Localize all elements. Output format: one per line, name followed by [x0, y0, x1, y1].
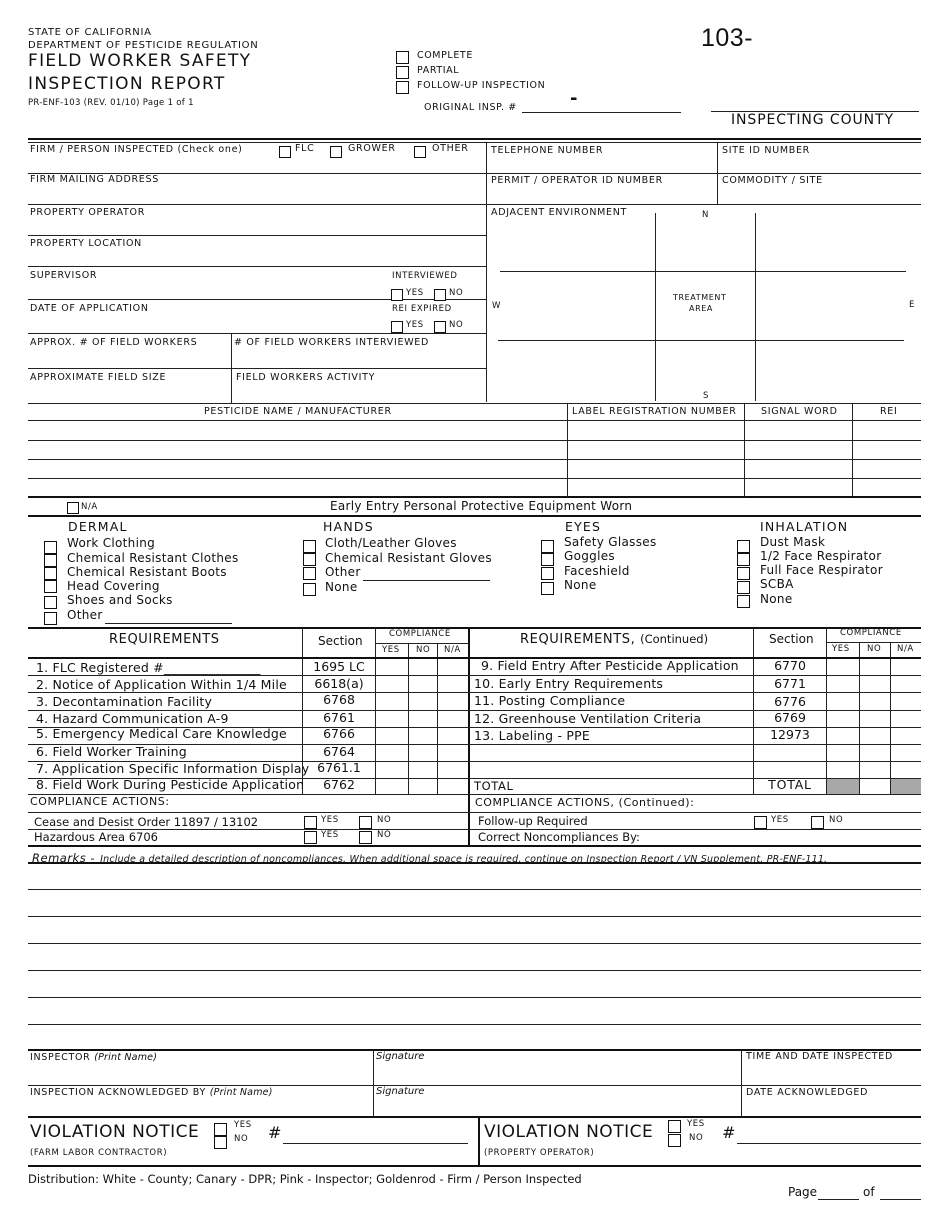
req-6-label: 6. Field Worker Training — [36, 744, 187, 759]
interviewed-no-checkbox[interactable] — [434, 289, 446, 301]
violation-notice-flc-title: VIOLATION NOTICE — [30, 1122, 200, 1142]
workers-interviewed-label: # OF FIELD WORKERS INTERVIEWED — [234, 337, 430, 348]
interviewed-label: INTERVIEWED — [392, 271, 458, 281]
followup-no-label: NO — [829, 815, 844, 825]
field-size-label: APPROXIMATE FIELD SIZE — [30, 372, 167, 383]
req-4-section: 6761 — [323, 710, 355, 725]
dermal-other-label: Other — [67, 608, 103, 622]
grower-label: GROWER — [348, 143, 396, 154]
violation-po-yes-label: YES — [687, 1119, 705, 1129]
time-date-inspected-label: TIME AND DATE INSPECTED — [746, 1051, 894, 1062]
hands-other-line[interactable] — [363, 580, 490, 581]
req-7-section: 6761.1 — [317, 760, 361, 775]
shoes-socks-label: Shoes and Socks — [67, 593, 173, 607]
compass-west: W — [492, 301, 502, 311]
compass-east: E — [909, 300, 915, 310]
compass-north: N — [702, 210, 709, 220]
hazardous-no-checkbox[interactable] — [359, 831, 372, 844]
half-face-respirator-checkbox[interactable] — [737, 553, 750, 566]
pesticide-rows-area[interactable] — [28, 421, 566, 496]
cloth-gloves-label: Cloth/Leather Gloves — [325, 536, 457, 550]
hazardous-yes-checkbox[interactable] — [304, 831, 317, 844]
req-7-label: 7. Application Specific Information Display — [36, 761, 310, 776]
acknowledged-signature-label: Signature — [376, 1086, 425, 1097]
permit-label: PERMIT / OPERATOR ID NUMBER — [491, 175, 663, 186]
commodity-label: COMMODITY / SITE — [722, 175, 823, 186]
form-id: PR-ENF-103 (REV. 01/10) Page 1 of 1 — [28, 98, 194, 108]
other-firm-label: OTHER — [432, 143, 469, 154]
compliance-actions-cont-title: COMPLIANCE ACTIONS, (Continued): — [475, 796, 695, 809]
hands-none-label: None — [325, 580, 358, 594]
farm-labor-contractor-label: (FARM LABOR CONTRACTOR) — [30, 1148, 168, 1158]
violation-flc-no-checkbox[interactable] — [214, 1136, 227, 1149]
inspecting-county-label: INSPECTING COUNTY — [731, 112, 894, 128]
followup-yes-label: YES — [771, 815, 789, 825]
dust-mask-label: Dust Mask — [760, 535, 826, 549]
property-operator-sub-label: (PROPERTY OPERATOR) — [484, 1148, 595, 1158]
cease-desist-no-label: NO — [377, 815, 392, 825]
head-covering-label: Head Covering — [67, 579, 160, 593]
mailing-address-label: FIRM MAILING ADDRESS — [30, 174, 159, 185]
req-3-section: 6768 — [323, 692, 355, 707]
req-9-label: 9. Field Entry After Pesticide Application — [481, 658, 739, 673]
partial-label: PARTIAL — [417, 65, 460, 76]
violation-flc-number-line[interactable] — [283, 1143, 468, 1144]
hands-other-label: Other — [325, 565, 361, 579]
section-heading-left: Section — [318, 634, 363, 648]
goggles-checkbox[interactable] — [541, 553, 554, 566]
violation-notice-po-title: VIOLATION NOTICE — [484, 1122, 654, 1142]
ppe-na-label: N/A — [81, 502, 98, 512]
compliance-na-right: N/A — [897, 644, 914, 654]
requirements-continued-heading: REQUIREMENTS, (Continued) — [520, 632, 709, 647]
rei-yes-label: YES — [406, 320, 424, 330]
acknowledged-by-label: INSPECTION ACKNOWLEDGED BY (Print Name) — [30, 1087, 273, 1098]
supervisor-label: SUPERVISOR — [30, 270, 98, 281]
compliance-no-right: NO — [867, 644, 882, 654]
treatment-area-line1: TREATMENT — [673, 293, 727, 302]
signal-word-header: SIGNAL WORD — [761, 406, 838, 417]
report-number: 103- — [701, 24, 754, 52]
req-3-label: 3. Decontamination Facility — [36, 694, 213, 709]
violation-po-no-label: NO — [689, 1133, 704, 1143]
hazardous-no-label: NO — [377, 830, 392, 840]
req-9-section: 6770 — [774, 658, 806, 673]
original-insp-line[interactable] — [522, 112, 681, 113]
interviewed-yes-checkbox[interactable] — [391, 289, 403, 301]
date-acknowledged-label: DATE ACKNOWLEDGED — [746, 1087, 869, 1098]
hazardous-area-label: Hazardous Area 6706 — [34, 830, 158, 844]
req-1-section: 1695 LC — [313, 659, 365, 674]
dust-mask-checkbox[interactable] — [737, 540, 750, 553]
page-of-label: of — [863, 1185, 875, 1199]
req-10-section: 6771 — [774, 676, 806, 691]
property-location-label: PROPERTY LOCATION — [30, 238, 142, 249]
followup-required-label: Follow-up Required — [478, 814, 588, 828]
rei-expired-label: REI EXPIRED — [392, 304, 452, 314]
violation-po-yes-checkbox[interactable] — [668, 1120, 681, 1133]
violation-po-number-line[interactable] — [737, 1143, 921, 1144]
total-label: TOTAL — [474, 779, 514, 793]
inhalation-none-label: None — [760, 592, 793, 606]
partial-checkbox[interactable] — [396, 66, 409, 79]
date-of-application-label: DATE OF APPLICATION — [30, 303, 149, 314]
original-insp-dash: - — [570, 88, 578, 109]
req-12-label: 12. Greenhouse Ventilation Criteria — [474, 711, 702, 726]
scba-checkbox[interactable] — [737, 581, 750, 594]
adjacent-env-label: ADJACENT ENVIRONMENT — [491, 207, 628, 218]
rei-no-checkbox[interactable] — [434, 321, 446, 333]
flc-checkbox[interactable] — [279, 146, 291, 158]
property-operator-label: PROPERTY OPERATOR — [30, 207, 146, 218]
dermal-other-checkbox[interactable] — [44, 612, 57, 625]
total-section-label: TOTAL — [768, 777, 812, 792]
hands-heading: HANDS — [323, 519, 374, 534]
hands-none-checkbox[interactable] — [303, 583, 316, 596]
dermal-heading: DERMAL — [68, 519, 128, 534]
complete-checkbox[interactable] — [396, 51, 409, 64]
dermal-other-line[interactable] — [105, 623, 232, 624]
remarks-area[interactable] — [28, 863, 921, 1048]
faceshield-checkbox[interactable] — [541, 567, 554, 580]
req-2-label: 2. Notice of Application Within 1/4 Mile — [36, 677, 287, 692]
chemical-resistant-boots-label: Chemical Resistant Boots — [67, 565, 227, 579]
compliance-heading-left: COMPLIANCE — [389, 629, 451, 639]
department-label: DEPARTMENT OF PESTICIDE REGULATION — [28, 40, 259, 51]
cease-desist-yes-checkbox[interactable] — [304, 816, 317, 829]
scba-label: SCBA — [760, 577, 794, 591]
req-4-label: 4. Hazard Communication A-9 — [36, 711, 229, 726]
req-10-label: 10. Early Entry Requirements — [474, 676, 664, 691]
req-13-section: 12973 — [770, 727, 810, 742]
ppe-title: Early Entry Personal Protective Equipment Worn — [330, 499, 633, 513]
label-registration-header: LABEL REGISTRATION NUMBER — [572, 406, 737, 417]
treatment-area-line2: AREA — [689, 304, 713, 313]
total-yes-shaded — [827, 779, 859, 794]
requirements-heading: REQUIREMENTS — [109, 632, 220, 647]
req-11-section: 6776 — [774, 694, 806, 709]
compliance-yes-left: YES — [382, 645, 400, 655]
cease-desist-label: Cease and Desist Order 11897 / 13102 — [34, 815, 259, 829]
shoes-socks-checkbox[interactable] — [44, 596, 57, 609]
grower-checkbox[interactable] — [330, 146, 342, 158]
chemical-resistant-boots-checkbox[interactable] — [44, 567, 57, 580]
eyes-heading: EYES — [565, 519, 602, 534]
inhalation-none-checkbox[interactable] — [737, 595, 750, 608]
followup-yes-checkbox[interactable] — [754, 816, 767, 829]
approx-workers-label: APPROX. # OF FIELD WORKERS — [30, 337, 198, 348]
head-covering-checkbox[interactable] — [44, 580, 57, 593]
compliance-actions-title: COMPLIANCE ACTIONS: — [30, 795, 170, 808]
pesticide-name-header: PESTICIDE NAME / MANUFACTURER — [204, 406, 392, 417]
chemical-resistant-clothes-label: Chemical Resistant Clothes — [67, 551, 239, 565]
compliance-yes-right: YES — [832, 644, 850, 654]
followup-checkbox[interactable] — [396, 81, 409, 94]
req-5-section: 6766 — [323, 726, 355, 741]
goggles-label: Goggles — [564, 549, 615, 563]
rei-header: REI — [880, 406, 898, 417]
cease-desist-yes-label: YES — [321, 815, 339, 825]
req-13-label: 13. Labeling - PPE — [474, 728, 590, 743]
hands-other-checkbox[interactable] — [303, 567, 316, 580]
inspector-label: INSPECTOR (Print Name) — [30, 1052, 158, 1063]
cease-desist-no-checkbox[interactable] — [359, 816, 372, 829]
followup-label: FOLLOW-UP INSPECTION — [417, 80, 546, 91]
req-5-label: 5. Emergency Medical Care Knowledge — [36, 726, 287, 741]
full-face-respirator-label: Full Face Respirator — [760, 563, 883, 577]
req-1-label: 1. FLC Registered #_______________ — [36, 660, 261, 675]
work-clothing-checkbox[interactable] — [44, 541, 57, 554]
compliance-heading-right: COMPLIANCE — [840, 628, 902, 638]
compliance-no-left: NO — [416, 645, 431, 655]
correct-by-label: Correct Noncompliances By: — [478, 830, 640, 844]
rei-no-label: NO — [449, 320, 464, 330]
cloth-gloves-checkbox[interactable] — [303, 540, 316, 553]
violation-flc-no-label: NO — [234, 1134, 249, 1144]
req-8-section: 6762 — [323, 777, 355, 792]
flc-label: FLC — [295, 143, 315, 154]
safety-glasses-label: Safety Glasses — [564, 535, 657, 549]
compliance-na-left: N/A — [444, 645, 461, 655]
eyes-none-label: None — [564, 578, 597, 592]
complete-label: COMPLETE — [417, 50, 473, 61]
rei-yes-checkbox[interactable] — [391, 321, 403, 333]
req-6-section: 6764 — [323, 744, 355, 759]
form-title-line1: FIELD WORKER SAFETY — [28, 51, 252, 71]
violation-po-hash: # — [722, 1123, 736, 1142]
violation-flc-hash: # — [268, 1123, 282, 1142]
work-clothing-label: Work Clothing — [67, 536, 156, 550]
violation-po-no-checkbox[interactable] — [668, 1134, 681, 1147]
req-12-section: 6769 — [774, 710, 806, 725]
followup-no-checkbox[interactable] — [811, 816, 824, 829]
chem-gloves-checkbox[interactable] — [303, 553, 316, 566]
violation-flc-yes-label: YES — [234, 1120, 252, 1130]
req-2-section: 6618(a) — [314, 676, 364, 691]
state-label: STATE OF CALIFORNIA — [28, 27, 152, 38]
compass-south: S — [703, 391, 709, 401]
remarks-header: Remarks - Include a detailed description of noncompliances. When additional space is required, continue on Inspection Report / VN Supplement, PR-ENF-111. — [32, 851, 828, 865]
section-heading-right: Section — [769, 632, 814, 646]
distribution-text: Distribution: White - County; Canary - DPR; Pink - Inspector; Goldenrod - Firm / Person Inspected — [28, 1172, 582, 1186]
total-na-shaded — [891, 779, 921, 794]
chemical-resistant-clothes-checkbox[interactable] — [44, 554, 57, 567]
hazardous-yes-label: YES — [321, 830, 339, 840]
safety-glasses-checkbox[interactable] — [541, 540, 554, 553]
faceshield-label: Faceshield — [564, 564, 630, 578]
telephone-label: TELEPHONE NUMBER — [491, 145, 604, 156]
req-8-label: 8. Field Work During Pesticide Application — [36, 777, 305, 792]
full-face-respirator-checkbox[interactable] — [737, 567, 750, 580]
page-total-line[interactable] — [880, 1199, 921, 1200]
site-id-label: SITE ID NUMBER — [722, 145, 810, 156]
interviewed-no-label: NO — [449, 288, 464, 298]
violation-flc-yes-checkbox[interactable] — [214, 1123, 227, 1136]
page-label: Page — [788, 1185, 818, 1199]
page-number-line[interactable] — [818, 1199, 859, 1200]
workers-activity-label: FIELD WORKERS ACTIVITY — [236, 372, 376, 383]
req-11-label: 11. Posting Compliance — [474, 693, 626, 708]
other-firm-checkbox[interactable] — [414, 146, 426, 158]
half-face-respirator-label: 1/2 Face Respirator — [760, 549, 882, 563]
original-insp-label: ORIGINAL INSP. # — [424, 102, 517, 113]
inhalation-heading: INHALATION — [760, 519, 849, 534]
firm-person-label: FIRM / PERSON INSPECTED (Check one) — [30, 144, 243, 155]
ppe-na-checkbox[interactable] — [67, 502, 79, 514]
inspector-signature-label: Signature — [376, 1051, 425, 1062]
interviewed-yes-label: YES — [406, 288, 424, 298]
form-title-line2: INSPECTION REPORT — [28, 74, 226, 94]
eyes-none-checkbox[interactable] — [541, 582, 554, 595]
chem-gloves-label: Chemical Resistant Gloves — [325, 551, 492, 565]
